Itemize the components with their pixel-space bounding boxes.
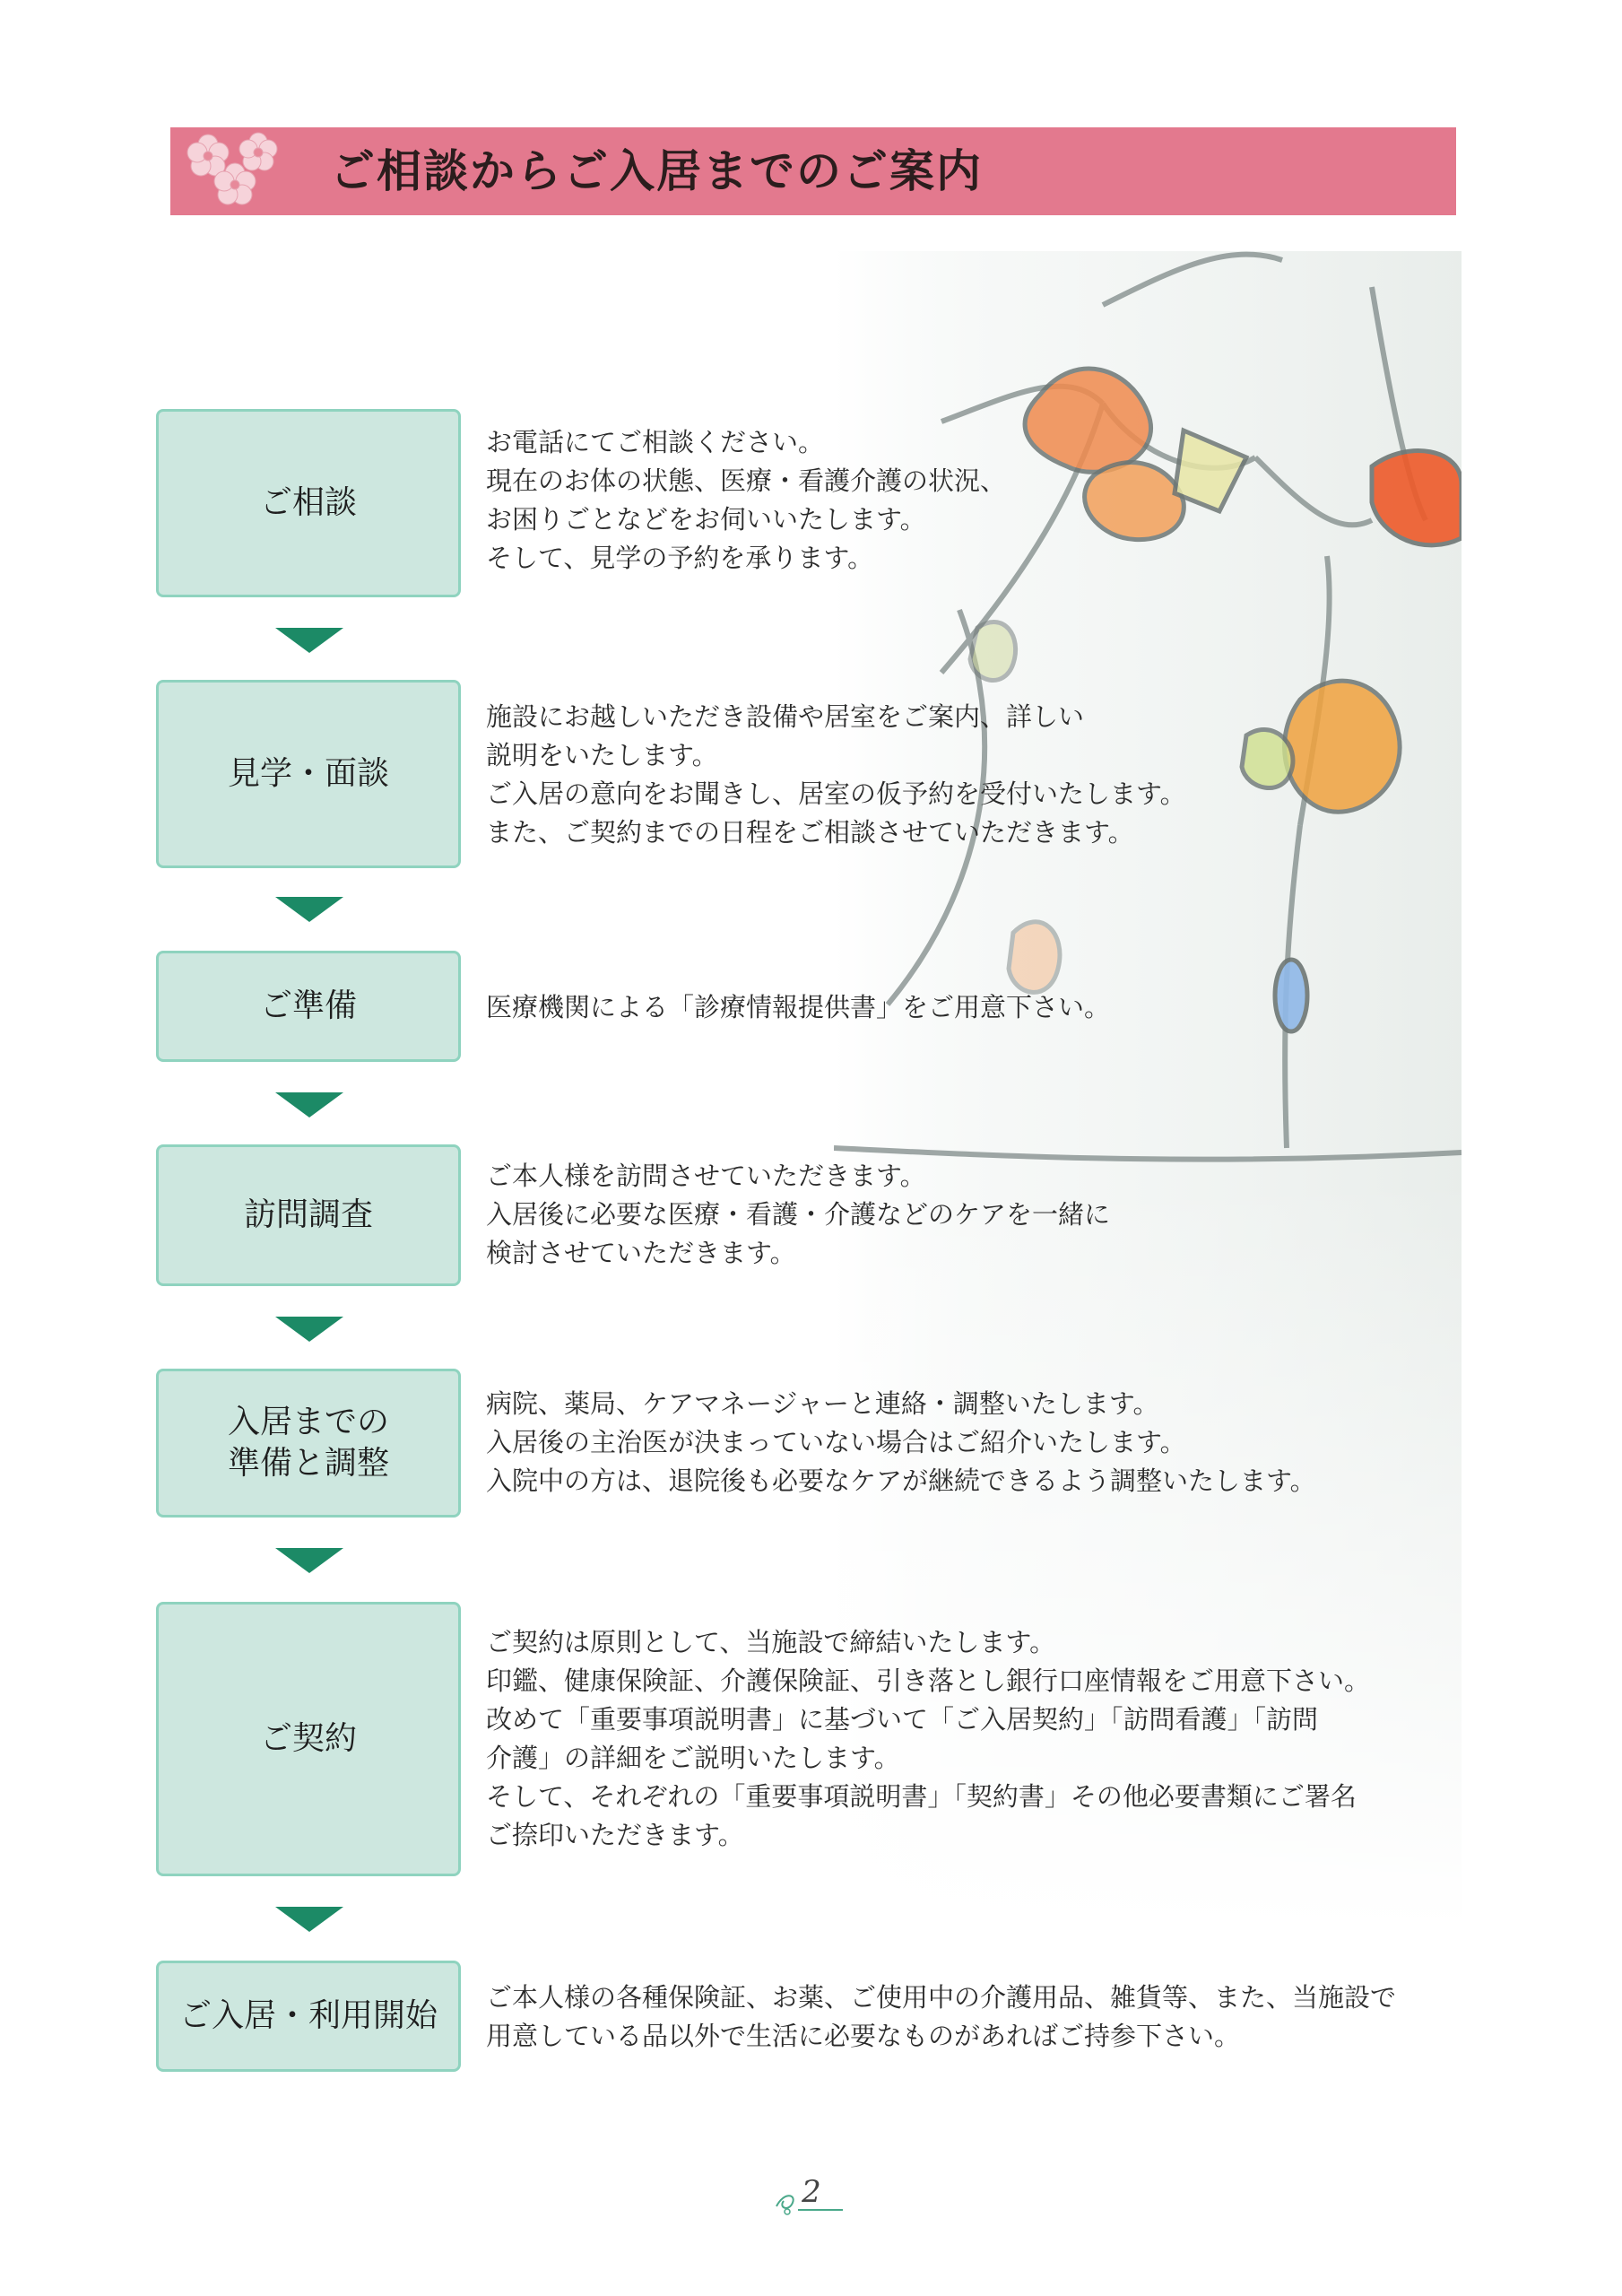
- arrow-down-icon: [275, 897, 343, 922]
- step-contract: ご契約: [156, 1602, 461, 1876]
- step-contract-description: ご契約は原則として、当施設で締結いたします。 印鑑、健康保険証、介護保険証、引き落とし銀行口座情報をご用意下さい。 改めて「重要事項説明書」に基づいて「ご入居契約」「訪問看護」「訪問 介護」の詳細をご説明いたします。 そして、それぞれの「重要事項説明書」「契約書」その他必要書類にご署名 ご捺印いただきます。: [486, 1627, 1371, 1850]
- arrow-down-icon: [275, 628, 343, 653]
- arrow-down-icon: [275, 1548, 343, 1573]
- section-header: [170, 127, 1456, 215]
- step-move-in-start: ご入居・利用開始: [156, 1961, 461, 2072]
- page-number-text: 2: [802, 2174, 821, 2210]
- step-consultation: ご相談: [156, 409, 461, 597]
- step-move-in-preparation: 入居までの 準備と調整: [156, 1369, 461, 1518]
- page-number: [771, 2174, 852, 2219]
- step-move-in-preparation-description: 病院、薬局、ケアマネージャーと連絡・調整いたします。 入居後の主治医が決まっていない場合はご紹介いたします。 入院中の方は、退院後も必要なケアが継続できるよう調整いたします。: [486, 1388, 1316, 1496]
- step-preparation: ご準備: [156, 951, 461, 1062]
- step-home-visit-description: ご本人様を訪問させていただきます。 入居後に必要な医療・看護・介護などのケアを一緒に 検討させていただきます。: [486, 1161, 1111, 1268]
- step-preparation-description: 医療機関による「診療情報提供書」をご用意下さい。: [486, 992, 1111, 1022]
- cherry-blossom-icon: [179, 131, 287, 212]
- step-consultation-description: お電話にてご相談ください。 現在のお体の状態、医療・看護介護の状況、 お困りごとなどをお伺いいたします。 そして、見学の予約を承ります。: [486, 427, 1007, 573]
- step-move-in-start-description: ご本人様の各種保険証、お薬、ご使用中の介護用品、雑貨等、また、当施設で 用意している品以外で生活に必要なものがあればご持参下さい。: [486, 1982, 1397, 2051]
- step-home-visit: 訪問調査: [156, 1144, 461, 1286]
- arrow-down-icon: [275, 1907, 343, 1932]
- step-visit-interview-description: 施設にお越しいただき設備や居室をご案内、詳しい 説明をいたします。 ご入居の意向をお聞きし、居室の仮予約を受付いたします。 また、ご契約までの日程をご相談させていただきます。: [486, 701, 1186, 848]
- arrow-down-icon: [275, 1092, 343, 1118]
- step-visit-interview: 見学・面談: [156, 680, 461, 868]
- arrow-down-icon: [275, 1317, 343, 1342]
- page-title: ご相談からご入居までのご案内: [330, 144, 983, 197]
